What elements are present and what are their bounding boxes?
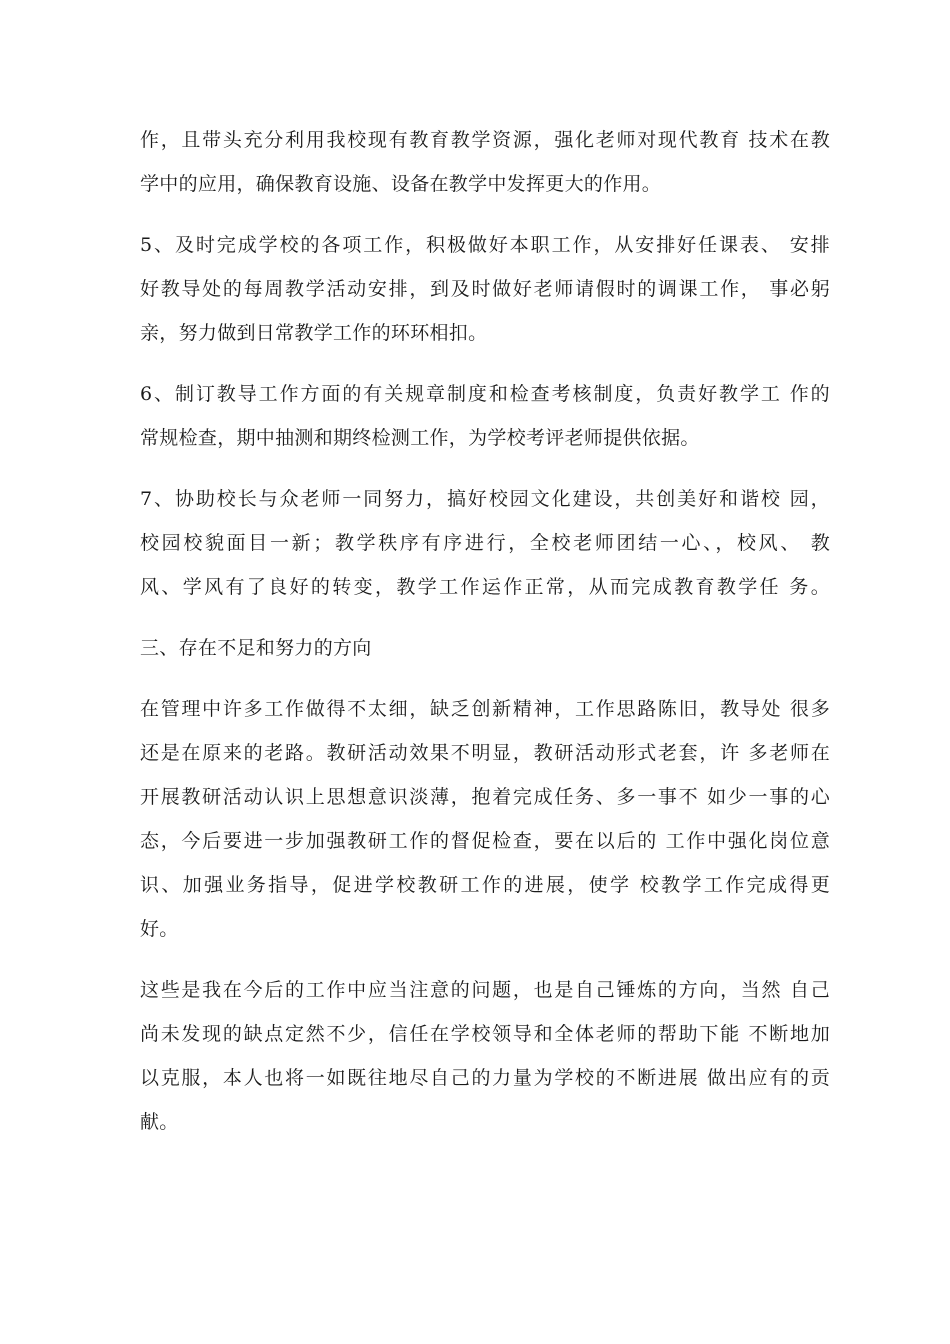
text-line: 好。	[140, 918, 179, 940]
text-line: 献。	[140, 1111, 179, 1133]
text-line: 亲，努力做到日常教学工作的环环相扣。	[140, 322, 488, 344]
text-line: 6、制订教导工作方面的有关规章制度和检查考核制度，负责好教学工 作的	[140, 383, 830, 405]
text-line: 常规检查，期中抽测和期终检测工作，为学校考评老师提供依据。	[140, 427, 700, 449]
document-page	[140, 118, 830, 1161]
text-line: 在管理中许多工作做得不太细，缺乏创新精神，工作思路陈旧，教导处 很多	[140, 698, 830, 720]
text-line: 尚未发现的缺点定然不少，信任在学校领导和全体老师的帮助下能 不断地加	[140, 1023, 830, 1045]
text-line: 学中的应用，确保教育设施、设备在教学中发挥更大的作用。	[140, 173, 662, 195]
paragraph-closing	[140, 968, 830, 1144]
section-heading	[140, 626, 830, 670]
text-line: 风、学风有了良好的转变，教学工作运作正常，从而完成教育教学任 务。	[140, 576, 830, 598]
text-line: 开展教研活动认识上思想意识淡薄，抱着完成任务、多一事不 如少一事的心	[140, 786, 830, 808]
text-line: 识、加强业务指导，促进学校教研工作的进展，使学 校教学工作完成得更	[140, 874, 830, 896]
paragraph-item-5	[140, 223, 830, 355]
text-line: 态，今后要进一步加强教研工作的督促检查，要在以后的 工作中强化岗位意	[140, 830, 830, 852]
text-line: 还是在原来的老路。教研活动效果不明显，教研活动形式老套，许 多老师在	[140, 742, 830, 764]
paragraph-shortcomings	[140, 687, 830, 951]
text-line: 校园校貌面目一新；教学秩序有序进行，全校老师团结一心、，校风、 教	[140, 532, 830, 554]
paragraph-continuation	[140, 118, 830, 206]
text-line: 这些是我在今后的工作中应当注意的问题，也是自己锤炼的方向，当然 自己	[140, 979, 830, 1001]
paragraph-item-7	[140, 477, 830, 609]
text-line: 以克服，本人也将一如既往地尽自己的力量为学校的不断进展 做出应有的贡	[140, 1067, 830, 1089]
paragraph-item-6	[140, 372, 830, 460]
text-line: 7、协助校长与众老师一同努力，搞好校园文化建设，共创美好和谐校 园，	[140, 488, 830, 510]
section-heading-text: 三、存在不足和努力的方向	[140, 637, 372, 659]
text-line: 5、及时完成学校的各项工作，积极做好本职工作，从安排好任课表、 安排	[140, 234, 830, 256]
text-line: 好教导处的每周教学活动安排，到及时做好老师请假时的调课工作， 事必躬	[140, 278, 830, 300]
text-line: 作，且带头充分利用我校现有教育教学资源，强化老师对现代教育 技术在教	[140, 129, 830, 151]
